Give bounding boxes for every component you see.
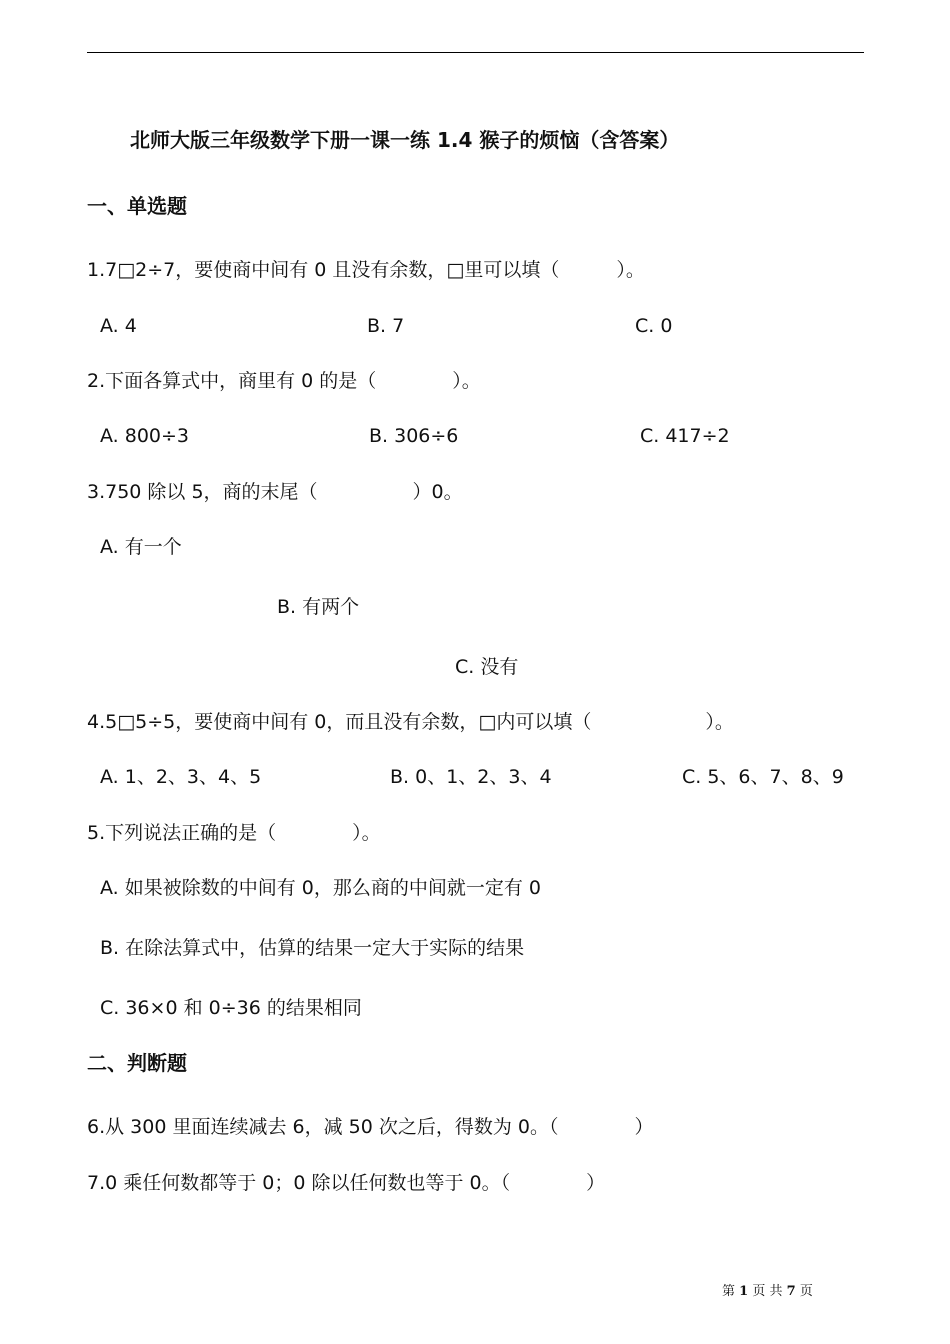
question-5-option-a: A. 如果被除数的中间有 0，那么商的中间就一定有 0	[100, 877, 541, 899]
question-1-option-c: C. 0	[635, 315, 673, 337]
section-heading-true-false: 二、判断题	[87, 1051, 187, 1075]
question-4-option-a: A. 1、2、3、4、5	[100, 766, 262, 788]
footer-middle: 页 共	[752, 1284, 783, 1299]
question-3-option-b: B. 有两个	[277, 596, 360, 618]
question-2-option-a: A. 800÷3	[100, 425, 190, 447]
question-2-option-c: C. 417÷2	[640, 425, 730, 447]
footer-total-pages: 7	[786, 1284, 796, 1299]
question-5-option-c: C. 36×0 和 0÷36 的结果相同	[100, 997, 362, 1019]
question-2-option-b: B. 306÷6	[369, 425, 459, 447]
header-rule	[87, 52, 864, 53]
section-heading-single-choice: 一、单选题	[87, 194, 187, 218]
question-3-option-c: C. 没有	[455, 656, 519, 678]
question-1-option-b: B. 7	[367, 315, 405, 337]
document-title: 北师大版三年级数学下册一课一练 1.4 猴子的烦恼（含答案）	[130, 128, 680, 152]
question-5-option-b: B. 在除法算式中，估算的结果一定大于实际的结果	[100, 937, 525, 959]
footer-page-number: 1	[739, 1284, 749, 1299]
question-2-stem: 2.下面各算式中，商里有 0 的是（ ）。	[87, 370, 481, 392]
question-4-stem: 4.5□5÷5，要使商中间有 0，而且没有余数，□内可以填（ ）。	[87, 711, 734, 733]
page-footer	[722, 1280, 813, 1299]
question-4-option-b: B. 0、1、2、3、4	[390, 766, 552, 788]
question-4-option-c: C. 5、6、7、8、9	[682, 766, 844, 788]
question-6-stem: 6.从 300 里面连续减去 6，减 50 次之后，得数为 0。（ ）	[87, 1116, 654, 1138]
question-1-stem: 1.7□2÷7，要使商中间有 0 且没有余数，□里可以填（ ）。	[87, 259, 645, 281]
footer-suffix: 页	[799, 1284, 813, 1299]
question-3-option-a: A. 有一个	[100, 536, 182, 558]
question-3-stem: 3.750 除以 5，商的末尾（ ）0。	[87, 481, 463, 503]
question-7-stem: 7.0 乘任何数都等于 0；0 除以任何数也等于 0。（ ）	[87, 1172, 606, 1194]
question-5-stem: 5.下列说法正确的是（ ）。	[87, 822, 381, 844]
footer-prefix: 第	[722, 1284, 736, 1299]
question-1-option-a: A. 4	[100, 315, 137, 337]
